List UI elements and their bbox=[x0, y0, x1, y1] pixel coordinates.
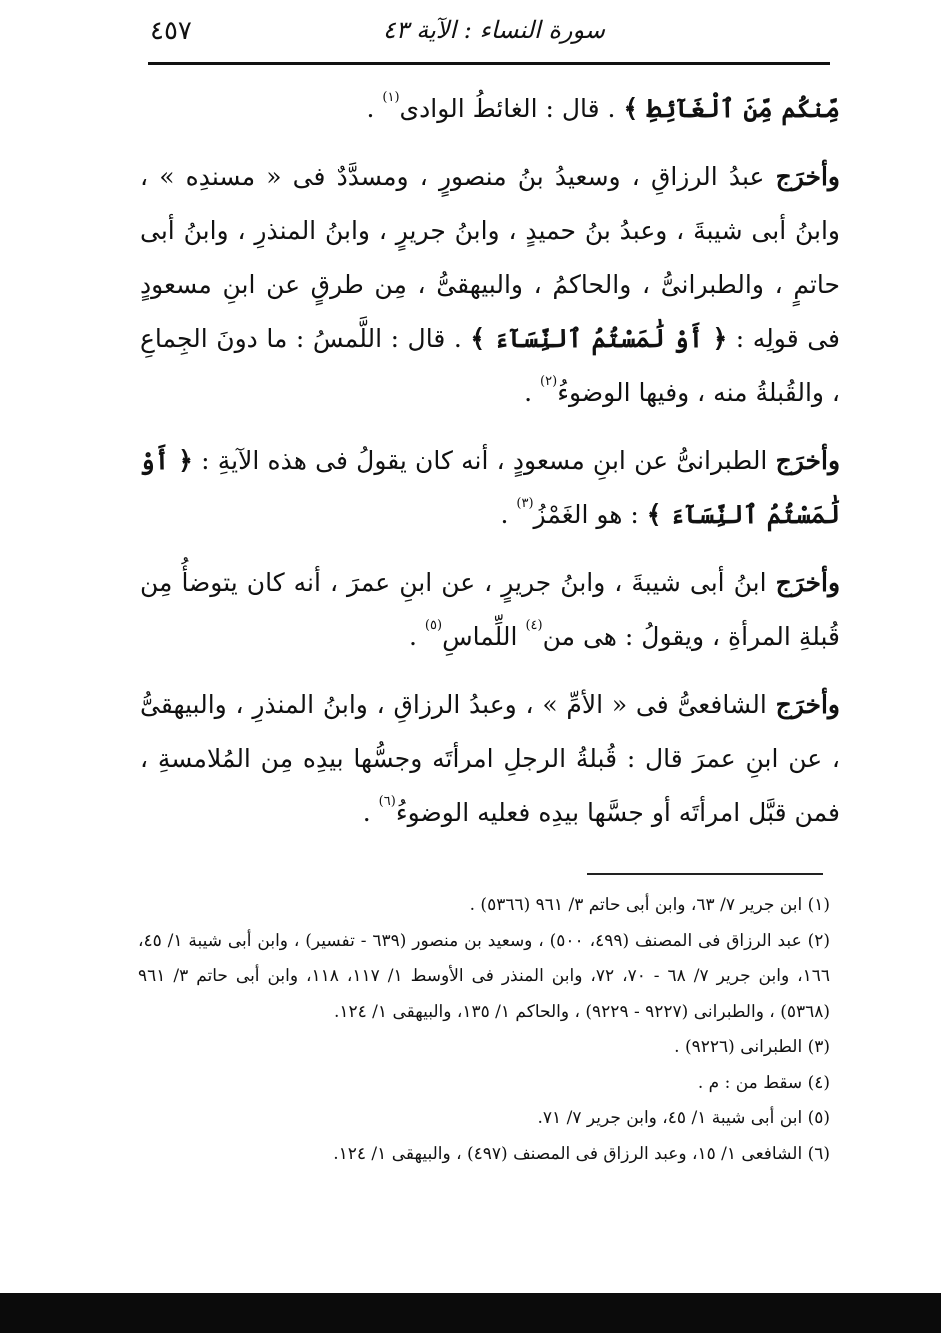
quran-verse: ﴿ أَوْ لَٰمَسْتُمُ ٱلنِّسَآءَ ﴾ bbox=[470, 324, 728, 353]
footnote-1: (١) ابن جرير ٧/ ٦٣، وابن أبى حاتم ٣/ ٩٦١ (٥٣٦٦) . bbox=[469, 895, 830, 915]
paragraph-end: . bbox=[409, 622, 417, 651]
main-text bbox=[140, 82, 840, 854]
paragraph-3 bbox=[140, 434, 840, 542]
footnotes bbox=[138, 888, 830, 1172]
paragraph-text: . قال : الغائطُ الوادى bbox=[399, 94, 616, 123]
page-number: ٤٥٧ bbox=[150, 16, 192, 46]
footnote-ref: (٥) bbox=[424, 618, 443, 633]
footnote-5: (٥) ابن أبى شيبة ١/ ٤٥، وابن جرير ٧/ ٧١. bbox=[537, 1108, 830, 1128]
lead-word: وأخرَج bbox=[775, 162, 840, 191]
paragraph-text-2: : هو الغَمْزُ bbox=[533, 500, 639, 529]
quran-verse: ﴿ أَوْ لَٰمَسْتُمُ ٱلنِّسَآءَ ﴾ bbox=[140, 446, 840, 529]
footnote-ref: (١) bbox=[382, 90, 400, 105]
footnote-3: (٣) الطبرانى (٩٢٢٦) . bbox=[674, 1037, 830, 1057]
footnote-6: (٦) الشافعى ١/ ١٥، وعبد الرزاق فى المصنف (٤٩٧) ، والبيهقى ١/ ١٢٤. bbox=[333, 1143, 830, 1164]
header-rule bbox=[148, 62, 830, 65]
running-title: سورة النساء : الآية ٤٣ bbox=[382, 16, 605, 44]
paragraph-text: الشافعىُّ فى « الأمِّ » ، وعبدُ الرزاقِ ، وابنُ المنذرِ ، والبيهقىُّ ، عن ابنِ عمرَ قال : قُبلةُ الرجلِ امرأتَه وجسُّها بيدِه مِن المُلامسةِ ، فمن قبَّل امرأتَه أو جسَّها بيدِه فعليه الوضوءُ bbox=[140, 690, 840, 827]
paragraph-end: . bbox=[500, 500, 509, 529]
paragraph-2 bbox=[140, 150, 840, 420]
quran-verse: مِّنكُم مِّنَ ٱلْغَآئِطِ ﴾ bbox=[623, 94, 840, 123]
page-header bbox=[150, 12, 830, 56]
lead-word: وأخرَج bbox=[775, 446, 841, 475]
paragraph-4 bbox=[140, 556, 840, 664]
paragraph-end: . bbox=[366, 94, 375, 123]
paragraph-text: ابنُ أبى شيبةَ ، وابنُ جريرٍ ، عن ابنِ عمرَ ، أنه كان يتوضأُ مِن قُبلةِ المرأةِ ، ويقولُ : هى من bbox=[140, 568, 840, 651]
paragraph-5 bbox=[140, 678, 840, 840]
scan-edge bbox=[0, 1293, 941, 1333]
lead-word: وأخرَج bbox=[775, 690, 840, 719]
lead-word: وأخرَج bbox=[775, 568, 841, 597]
footnote-ref: (٦) bbox=[378, 794, 396, 809]
paragraph-text: عبدُ الرزاقِ ، وسعيدُ بنُ منصورٍ ، ومسدَّدٌ فى « مسندِه » ، وابنُ أبى شيبةَ ، وعبدُ بنُ حميدٍ ، وابنُ جريرٍ ، وابنُ المنذرِ ، وابنُ أبى حاتمٍ ، والطبرانىُّ ، والحاكمُ ، والبيهقىُّ ، مِن طرقٍ عن ابنِ مسعودٍ فى قولِه : bbox=[140, 162, 840, 353]
paragraph-end: . bbox=[362, 798, 371, 827]
paragraph-1 bbox=[140, 82, 840, 136]
footnote-ref: (٤) bbox=[525, 618, 543, 633]
footnote-ref: (٢) bbox=[540, 374, 558, 389]
footnote-ref: (٣) bbox=[516, 496, 534, 511]
paragraph-text-2: . قال : اللَّمسُ : ما دونَ الجِماعِ ، والقُبلةُ منه ، وفيها الوضوءُ bbox=[140, 324, 840, 407]
paragraph-text-2: اللِّماسِ bbox=[442, 622, 518, 651]
paragraph-end: . bbox=[524, 378, 533, 407]
footnote-rule bbox=[587, 873, 823, 875]
paragraph-text: الطبرانىُّ عن ابنِ مسعودٍ ، أنه كان يقولُ فى هذه الآيةِ : bbox=[201, 446, 768, 475]
footnote-2: (٢) عبد الرزاق فى المصنف (٤٩٩، ٥٠٠) ، وسعيد بن منصور (٦٣٩ - تفسير) ، وابن أبى شيبة ١/ ٤٥، ١٦٦، وابن جرير ٧/ ٦٨ - ٧٠، ٧٢، وابن المنذر فى الأوسط ١/ ١١٧، ١١٨، وابن أبى حاتم ٣/ ٩٦١ (٥٣٦٨) ، والطبرانى (٩٢٢٧ - ٩٢٢٩) ، والحاكم ١/ ١٣٥، والبيهقى ١/ ١٢٤. bbox=[138, 930, 831, 1022]
footnote-4: (٤) سقط من : م . bbox=[697, 1072, 830, 1093]
